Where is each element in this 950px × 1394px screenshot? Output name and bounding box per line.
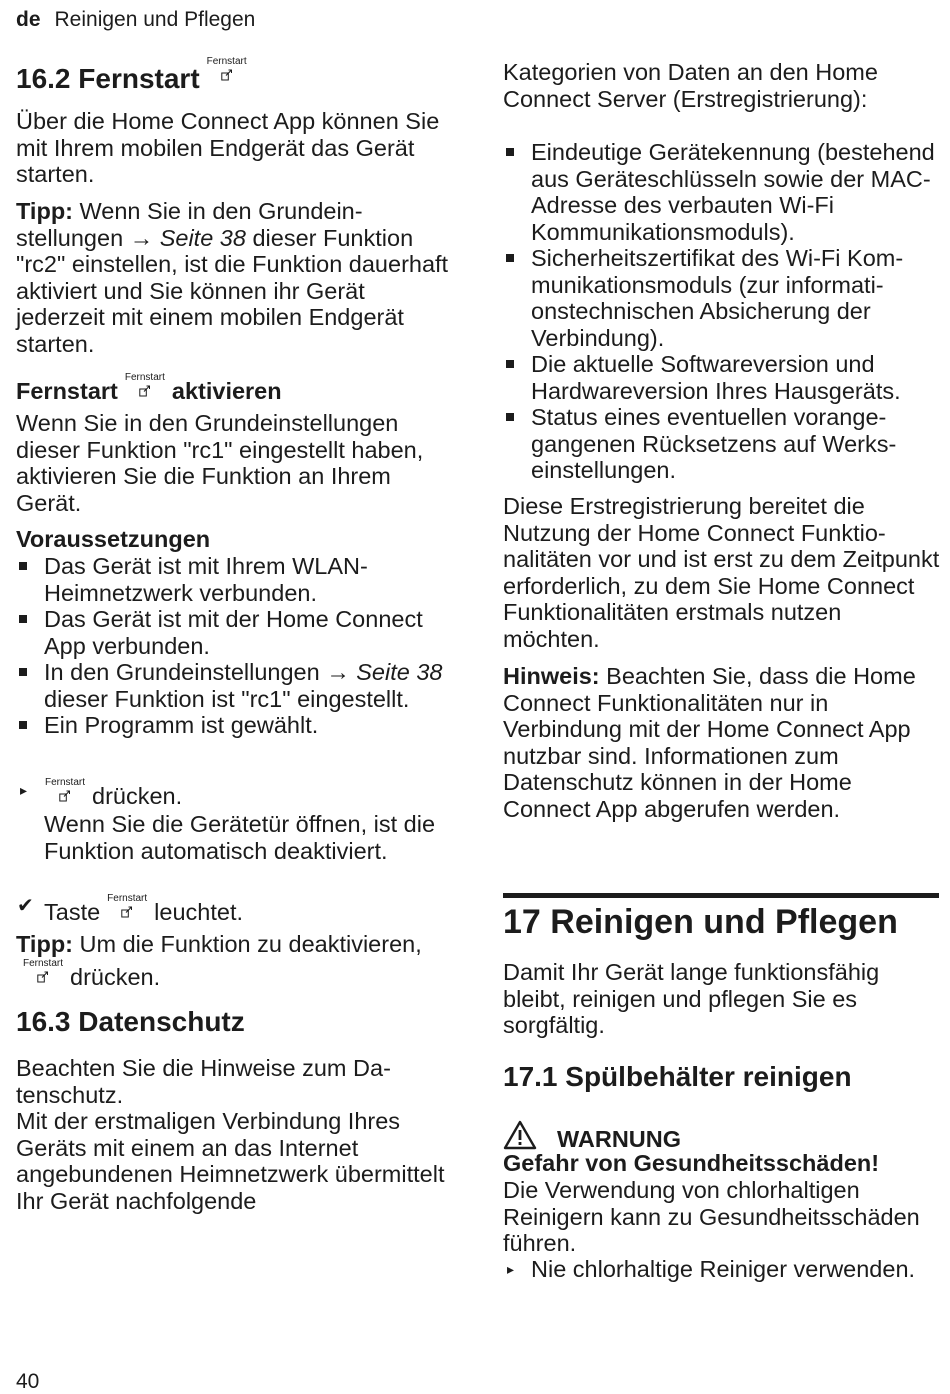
warning-step <box>503 1256 940 1283</box>
chapter-divider <box>503 893 939 898</box>
step-arrow-icon: ▸ <box>507 1261 515 1277</box>
subsection-title <box>16 372 456 405</box>
chapter-17-intro: Damit Ihr Gerät lange funktionsfähig bleibt, reinigen und pflegen Sie es sorgfältig. <box>503 959 880 1038</box>
list-item: Status eines eventuellen vorangegangenen Rücksetzens auf Werkseinstellungen. <box>503 404 940 484</box>
prereq-3-text-b: dieser Funktion ist "rc1" eingestellt. <box>44 685 410 712</box>
note <box>503 663 940 822</box>
page-header <box>16 8 255 32</box>
registration-paragraph: Diese Erstregistrierung bereitet die Nutzung der Home Connect Funktionalitäten vor und ist erst zu dem Zeitpunkt erforderlich, zu dem Sie Home Connect Funktionalitäten erstmals nutzen möchten. <box>503 493 940 652</box>
action-step <box>16 777 456 810</box>
remote-start-icon-label: Fernstart <box>206 56 247 67</box>
subsection-intro: Wenn Sie in den Grundeinstellungen dieser Funktion "rc1" eingestellt haben, aktivieren Sie die Funktion an Ihrem Gerät. <box>16 410 424 516</box>
data-categories-list <box>503 139 940 484</box>
tip-2-text-a: Um die Funktion zu deaktivieren, <box>73 931 422 957</box>
step-arrow-icon: ▸ <box>20 782 28 798</box>
list-item: Die aktuelle Softwareversion und Hardwareversion Ihres Hausgeräts. <box>503 351 940 404</box>
section-16-3-p1: Beachten Sie die Hinweise zum Datenschutz. <box>16 1055 391 1108</box>
step-result <box>16 893 484 926</box>
subsection-title-a: Fernstart <box>16 378 118 404</box>
remote-start-icon-label: Fernstart <box>124 372 165 383</box>
prereq-3-page-link[interactable]: Seite 38 <box>356 659 443 685</box>
prerequisites-title: Voraussetzungen <box>16 526 211 552</box>
tip-2-text-b: drücken. <box>70 963 161 990</box>
tip-2-label: Tipp: <box>16 931 73 957</box>
list-item: Ein Programm ist gewählt. <box>16 712 456 739</box>
section-16-2-intro: Über die Home Connect App können Sie mit Ihrem mobilen Endgerät das Gerät starten. <box>16 108 440 187</box>
tip-1-text-b: dieser Funktion "rc2" einstellen, ist die Funktion dauerhaft aktiviert und Sie können ihr Gerät jederzeit mit einem mobilen Endgerät starten. <box>16 224 449 357</box>
list-item: Das Gerät ist mit Ihrem WLAN-Heimnetzwerk verbunden. <box>16 553 456 606</box>
remote-start-icon-label: Fernstart <box>107 893 148 904</box>
page-number: 40 <box>16 1370 40 1393</box>
list-item: Das Gerät ist mit der Home Connect App verbunden. <box>16 606 456 659</box>
tip-1-label: Tipp: <box>16 198 73 224</box>
warning-text: Die Verwendung von chlorhaltigen Reinigern kann zu Gesundheitsschäden führen. <box>503 1177 920 1256</box>
result-text-b: leuchtet. <box>154 899 244 925</box>
list-item <box>16 659 456 712</box>
warning-triangle-icon <box>503 1120 537 1150</box>
subsection-title-b: aktivieren <box>171 378 282 404</box>
warning-step-text: Nie chlorhaltige Reiniger verwenden. <box>531 1256 916 1282</box>
prereq-3-text-a: In den Grundeinstellungen → <box>44 659 357 685</box>
warning-label: WARNUNG <box>557 1126 682 1152</box>
step-note: Wenn Sie die Gerätetür öffnen, ist die Funktion automatisch deaktiviert. <box>44 811 436 864</box>
section-16-2-title-text: 16.2 Fernstart <box>16 63 200 94</box>
tip-1 <box>16 198 456 357</box>
remote-start-icon <box>20 958 66 986</box>
tip-1-text-a: Wenn Sie in den Grundeinstellungen → <box>16 198 363 251</box>
remote-start-icon <box>204 56 250 84</box>
tip-1-page-link[interactable]: Seite 38 <box>159 224 246 251</box>
section-16-2-title <box>16 56 456 95</box>
step-item <box>16 777 456 810</box>
section-16-3-title: 16.3 Datenschutz <box>16 1006 245 1037</box>
tip-2 <box>16 931 456 990</box>
note-label: Hinweis: <box>503 663 600 689</box>
step-text: drücken. <box>92 783 183 809</box>
remote-start-icon-label: Fernstart <box>44 777 85 788</box>
chapter-17-title: 17 Reinigen und Pflegen <box>503 903 898 941</box>
remote-start-icon <box>42 777 88 805</box>
list-item: Eindeutige Gerätekennung (bestehend aus Geräteschlüsseln sowie der MAC-Adresse des verbauten Wi-Fi Kommunikationsmoduls). <box>503 139 940 245</box>
language-code: de <box>16 8 41 31</box>
prerequisites-list <box>16 553 456 739</box>
list-item: Sicherheitszertifikat des Wi-Fi Kommunikationsmoduls (zur informationstechnischen Absicherung der Verbindung). <box>503 245 940 351</box>
note-text: Beachten Sie, dass die Home Connect Funktionalitäten nur in Verbindung mit der Home Connect App nutzbar sind. Informationen zum Datenschutz können in der Home Connect App abgerufen werden. <box>503 663 916 822</box>
result-text-a: Taste <box>44 899 101 925</box>
warning-title <box>503 1120 940 1153</box>
step-item <box>503 1256 940 1283</box>
section-16-3-p2: Mit der erstmaligen Verbindung Ihres Geräts mit einem an das Internet angebundenen Heimnetzwerk übermittelt Ihr Gerät nachfolgende <box>16 1108 445 1214</box>
header-section-title: Reinigen und Pflegen <box>54 8 256 31</box>
section-17-1-title: 17.1 Spülbehälter reinigen <box>503 1061 852 1092</box>
remote-start-icon-label: Fernstart <box>22 957 63 969</box>
data-categories-intro: Kategorien von Daten an den Home Connect Server (Erstregistrierung): <box>503 59 878 112</box>
check-icon: ✔ <box>17 895 34 917</box>
remote-start-icon <box>104 893 150 921</box>
remote-start-icon <box>122 372 168 400</box>
warning-heading: Gefahr von Gesundheitsschäden! <box>503 1150 880 1176</box>
